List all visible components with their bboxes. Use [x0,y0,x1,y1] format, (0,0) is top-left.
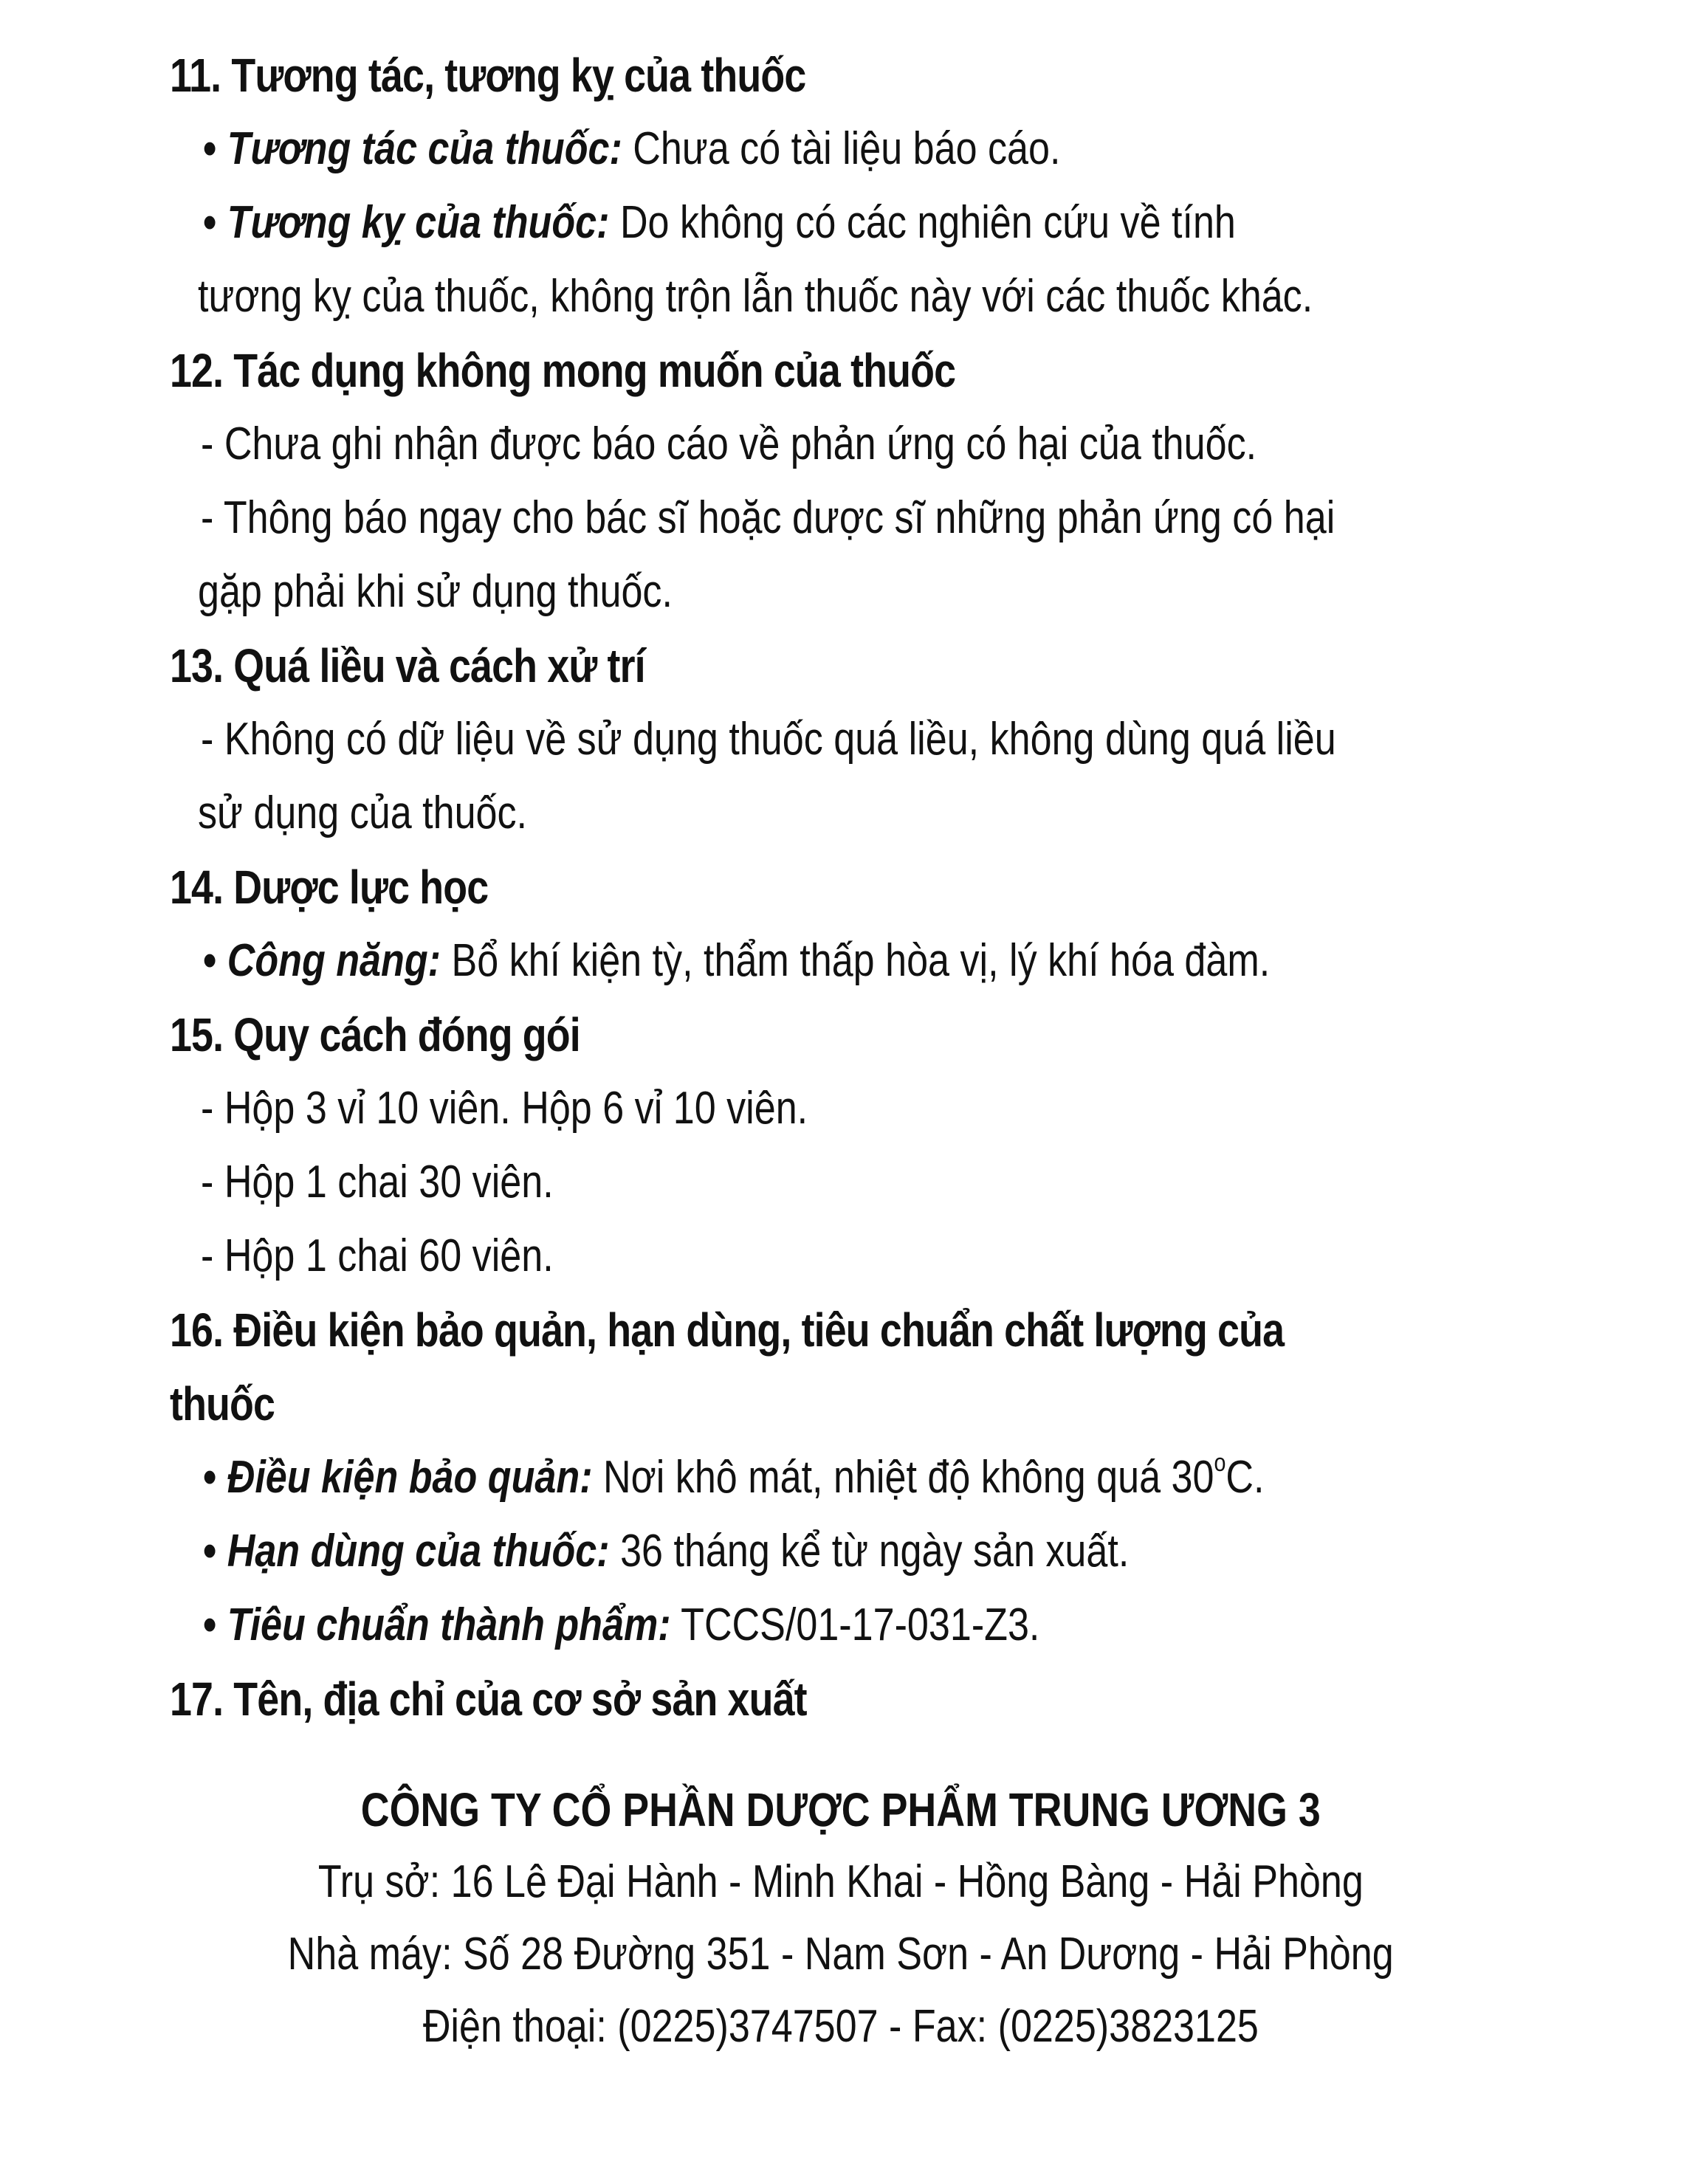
bullet: • [203,1526,217,1577]
section-12-item-2-cont: gặp phải khi sử dụng thuốc. [198,566,673,617]
section-12-item-1: - Chưa ghi nhận được báo cáo về phản ứng có hại của thuốc. [201,418,1257,469]
section-15-item-3: - Hộp 1 chai 60 viên. [201,1230,554,1281]
section-13-item-1: - Không có dữ liệu về sử dụng thuốc quá liều, không dùng quá liều [201,714,1336,765]
section-14-item-function [203,931,1270,991]
item-text: Bổ khí kiện tỳ, thẩm thấp hòa vị, lý khí hóa đàm. [440,935,1271,986]
section-12-item-2: - Thông báo ngay cho bác sĩ hoặc dược sĩ những phản ứng có hại [201,492,1335,543]
section-16-heading-cont: thuốc [170,1377,275,1430]
item-text: Do không có các nghiên cứu về tính [609,197,1236,248]
bullet: • [203,197,217,248]
company-factory: Nhà máy: Số 28 Đường 351 - Nam Sơn - An Dương - Hải Phòng [287,1929,1394,1980]
item-label: Tương tác của thuốc: [227,123,622,174]
item-text: Chưa có tài liệu báo cáo. [622,123,1061,174]
company-contact: Điện thoại: (0225)3747507 - Fax: (0225)3823125 [422,2001,1259,2052]
bullet: • [203,1599,217,1650]
section-11-item-incompatibility-cont: tương kỵ của thuốc, không trộn lẫn thuốc này với các thuốc khác. [198,271,1313,322]
company-office-line [0,1853,1681,1912]
section-16-item-shelf-life [203,1522,1129,1581]
item-text: 36 tháng kể từ ngày sản xuất. [609,1526,1130,1577]
company-name-line [0,1780,1681,1841]
item-text: Nơi khô mát, nhiệt độ không quá 30 [592,1452,1214,1503]
item-label: Tiêu chuẩn thành phẩm: [227,1599,671,1650]
item-text-tail: C. [1225,1452,1265,1503]
section-11-item-interactions [203,120,1060,179]
item-label: Tương kỵ của thuốc: [227,197,610,248]
section-13-heading: 13. Quá liều và cách xử trí [170,639,645,692]
degree-sign: o [1214,1449,1226,1478]
section-11-heading: 11. Tương tác, tương kỵ của thuốc [170,49,806,102]
item-label: Công năng: [227,935,441,986]
section-15-heading: 15. Quy cách đóng gói [170,1008,580,1061]
section-15-item-1: - Hộp 3 vỉ 10 viên. Hộp 6 vỉ 10 viên. [201,1083,808,1134]
section-13-item-1-cont: sử dụng của thuốc. [198,788,528,838]
section-11-item-incompatibility [203,193,1236,252]
section-17-heading: 17. Tên, địa chỉ của cơ sở sản xuất [170,1673,807,1726]
company-office: Trụ sở: 16 Lê Đại Hành - Minh Khai - Hồng Bàng - Hải Phòng [317,1856,1364,1907]
company-factory-line [0,1925,1681,1984]
bullet: • [203,935,217,986]
bullet: • [203,1452,217,1503]
section-16-item-standard [203,1596,1039,1655]
item-text: TCCS/01-17-031-Z3. [670,1599,1040,1650]
section-16-heading: 16. Điều kiện bảo quản, hạn dùng, tiêu chuẩn chất lượng của [170,1303,1285,1357]
item-label: Điều kiện bảo quản: [227,1452,593,1503]
company-contact-line [0,1997,1681,2056]
company-name: CÔNG TY CỔ PHẦN DƯỢC PHẨM TRUNG ƯƠNG 3 [360,1783,1321,1836]
section-15-item-2: - Hộp 1 chai 30 viên. [201,1157,554,1208]
section-14-heading: 14. Dược lực học [170,861,489,914]
section-16-item-storage [203,1448,1264,1507]
bullet: • [203,123,217,174]
section-12-heading: 12. Tác dụng không mong muốn của thuốc [170,344,956,397]
item-label: Hạn dùng của thuốc: [227,1526,610,1577]
